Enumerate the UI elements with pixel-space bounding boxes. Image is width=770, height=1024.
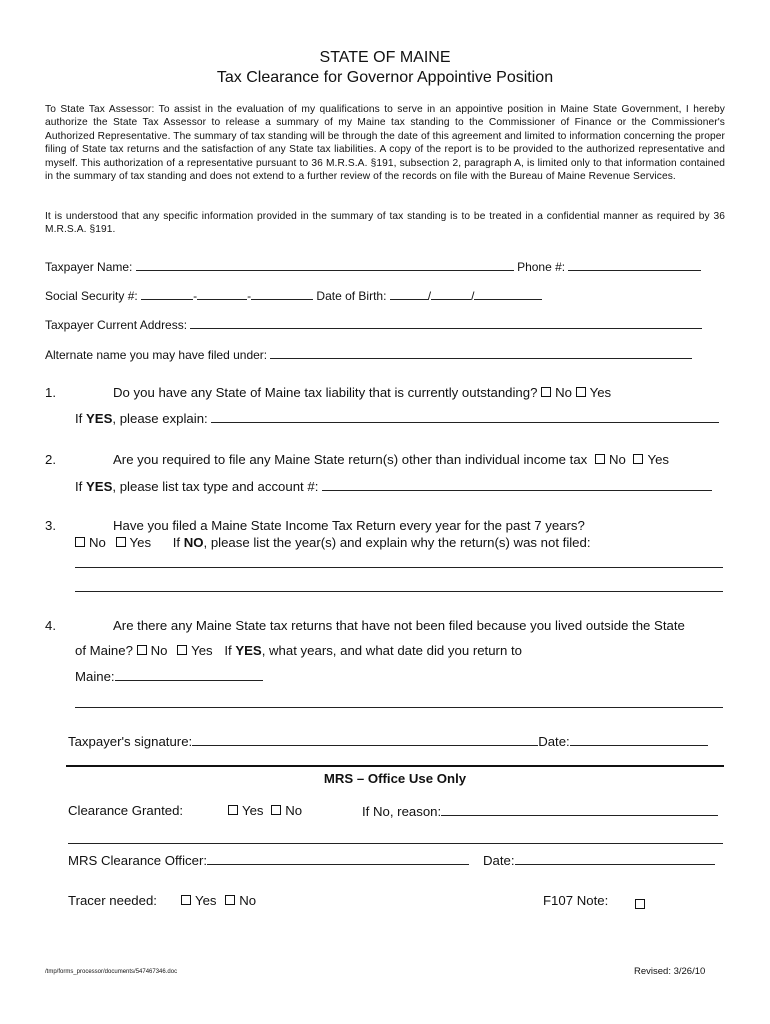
signature-row [68, 733, 708, 749]
question-3-number: 3. [45, 518, 56, 533]
q1-if-keyword: YES [86, 411, 113, 426]
q4-yes-label: Yes [191, 643, 213, 658]
q3-if-keyword: NO [183, 535, 204, 550]
reason-row [362, 803, 718, 819]
question-4-text: Are there any Maine State tax returns that have not been filed because you lived outside the State [113, 618, 685, 633]
q3-no-checkbox[interactable] [75, 537, 85, 547]
q2-no-label: No [608, 452, 626, 467]
question-4-text2: of Maine? [75, 643, 133, 658]
signature-date-label: Date: [538, 734, 570, 749]
q4-answer-line[interactable] [75, 707, 723, 708]
alternate-name-field[interactable] [270, 346, 692, 359]
ssn-row: Social Security #: - - Date of Birth: / / [45, 287, 542, 303]
taxpayer-name-row [45, 258, 701, 274]
q1-no-label: No [555, 385, 572, 400]
officer-date-field[interactable] [515, 852, 715, 865]
clearance-no-label: No [285, 803, 303, 818]
reason-field[interactable] [441, 803, 718, 816]
q2-account-field[interactable] [322, 478, 712, 491]
question-1-number: 1. [45, 385, 56, 400]
q2-yes-checkbox[interactable] [633, 454, 643, 464]
alternate-name-label: Alternate name you may have filed under: [45, 348, 268, 362]
q1-yes-checkbox[interactable] [576, 387, 586, 397]
q4-maine-field[interactable] [115, 668, 263, 681]
authorization-paragraph: To State Tax Assessor: To assist in the evaluation of my qualifications to serve in an appointive position in Maine State Government, I hereby authorize the State Tax Assessor to release a summary of my Maine tax standing to the Commissioner of Finance or the Commissioner's Authorized Representative. The summary of tax standing will be through the date of this agreement and limited to information concerning the proper filing of State tax returns and the satisfaction of any State tax liabilities. A copy of the report is to be provided to the authorized representative and myself. This authorization of a representative pursuant to 36 M.R.S.A. §191, subsection 2, paragraph A, is limited only to that information contained in the summary of tax standing and does not extend to a further review of the records on file with the Bureau of Maine Revenue Services. [45, 104, 725, 183]
ssn-label: Social Security #: [45, 289, 138, 303]
dob-day-field[interactable] [431, 287, 471, 300]
q4-if-prefix: If [224, 643, 232, 658]
q3-answer-line-1[interactable] [75, 567, 723, 568]
dob-month-field[interactable] [390, 287, 428, 300]
clearance-yes-checkbox[interactable] [228, 805, 238, 815]
ssn-field-2[interactable] [197, 287, 247, 300]
question-1 [113, 385, 611, 400]
tracer-no-checkbox[interactable] [225, 895, 235, 905]
q1-explain-field[interactable] [211, 410, 719, 423]
clearance-yes-label: Yes [242, 803, 264, 818]
tracer-yes-label: Yes [195, 893, 217, 908]
q3-yes-checkbox[interactable] [116, 537, 126, 547]
question-1-text: Do you have any State of Maine tax liability that is currently outstanding? [113, 385, 538, 400]
address-field[interactable] [190, 316, 702, 329]
tracer-label: Tracer needed: [68, 893, 157, 908]
office-heading: MRS – Office Use Only [323, 771, 467, 786]
phone-field[interactable] [568, 258, 701, 271]
signature-date-field[interactable] [570, 733, 708, 746]
q3-answer-line-2[interactable] [75, 591, 723, 592]
q4-maine-row [75, 668, 263, 684]
q4-no-label: No [150, 643, 168, 658]
tracer-yes-checkbox[interactable] [181, 895, 191, 905]
signature-field[interactable] [192, 733, 538, 746]
question-1-followup: If YES, please explain: [75, 410, 719, 426]
footer-revised: Revised: 3/26/10 [634, 966, 706, 977]
q4-maine-label: Maine: [75, 669, 115, 684]
question-4-number: 4. [45, 618, 56, 633]
page-title: STATE OF MAINE [319, 49, 451, 66]
officer-label: MRS Clearance Officer: [68, 853, 208, 868]
q3-if-prefix: If [172, 535, 181, 550]
clearance-no-checkbox[interactable] [271, 805, 281, 815]
q4-if-keyword: YES [235, 643, 262, 658]
q3-followup-text: , please list the year(s) and explain why the return(s) was not filed: [203, 535, 591, 550]
question-2-number: 2. [45, 452, 56, 467]
q2-if-keyword: YES [86, 479, 113, 494]
question-4-line2 [75, 643, 522, 658]
ssn-field-1[interactable] [141, 287, 193, 300]
q3-no-label: No [89, 535, 106, 550]
address-label: Taxpayer Current Address: [45, 318, 188, 332]
taxpayer-name-label: Taxpayer Name: [45, 260, 133, 274]
footer-path: /tmp/forms_processor/documents/547467346.doc [45, 969, 178, 975]
clearance-options [228, 803, 302, 818]
phone-label: Phone #: [517, 260, 566, 274]
officer-field[interactable] [207, 852, 469, 865]
f107-checkbox[interactable] [635, 899, 645, 909]
reason-line-2[interactable] [68, 843, 723, 844]
officer-row [68, 852, 469, 868]
dob-label: Date of Birth: [316, 289, 387, 303]
question-3-options [75, 535, 591, 550]
q3-yes-label: Yes [129, 535, 152, 550]
question-2-text: Are you required to file any Maine State return(s) other than individual income tax [113, 452, 588, 467]
q1-no-checkbox[interactable] [541, 387, 551, 397]
question-2 [113, 452, 669, 467]
reason-label: If No, reason: [362, 804, 442, 819]
q4-yes-checkbox[interactable] [177, 645, 187, 655]
q1-yes-label: Yes [589, 385, 612, 400]
q2-yes-label: Yes [647, 452, 669, 467]
officer-date-row [483, 852, 715, 868]
f107-label: F107 Note: [543, 893, 609, 908]
address-row [45, 316, 702, 332]
q1-followup-text: , please explain: [112, 411, 208, 426]
tracer-no-label: No [239, 893, 257, 908]
q4-followup-text: , what years, and what date did you return to [261, 643, 522, 658]
q2-followup-text: , please list tax type and account #: [112, 479, 319, 494]
taxpayer-name-field[interactable] [136, 258, 514, 271]
page-subtitle: Tax Clearance for Governor Appointive Position [216, 69, 554, 86]
office-divider [66, 765, 724, 767]
dob-year-field[interactable] [474, 287, 542, 300]
tracer-options [181, 893, 256, 908]
question-2-followup: If YES, please list tax type and account #: [75, 478, 712, 494]
ssn-field-3[interactable] [251, 287, 313, 300]
confidentiality-paragraph: It is understood that any specific information provided in the summary of tax standing is to be treated in a confidential manner as required by 36 M.R.S.A. §191. [45, 211, 725, 236]
alternate-name-row [45, 346, 692, 362]
question-3-text: Have you filed a Maine State Income Tax Return every year for the past 7 years? [113, 518, 585, 533]
q2-no-checkbox[interactable] [595, 454, 605, 464]
signature-label: Taxpayer's signature: [68, 734, 193, 749]
clearance-label: Clearance Granted: [68, 803, 184, 818]
officer-date-label: Date: [483, 853, 515, 868]
q4-no-checkbox[interactable] [137, 645, 147, 655]
